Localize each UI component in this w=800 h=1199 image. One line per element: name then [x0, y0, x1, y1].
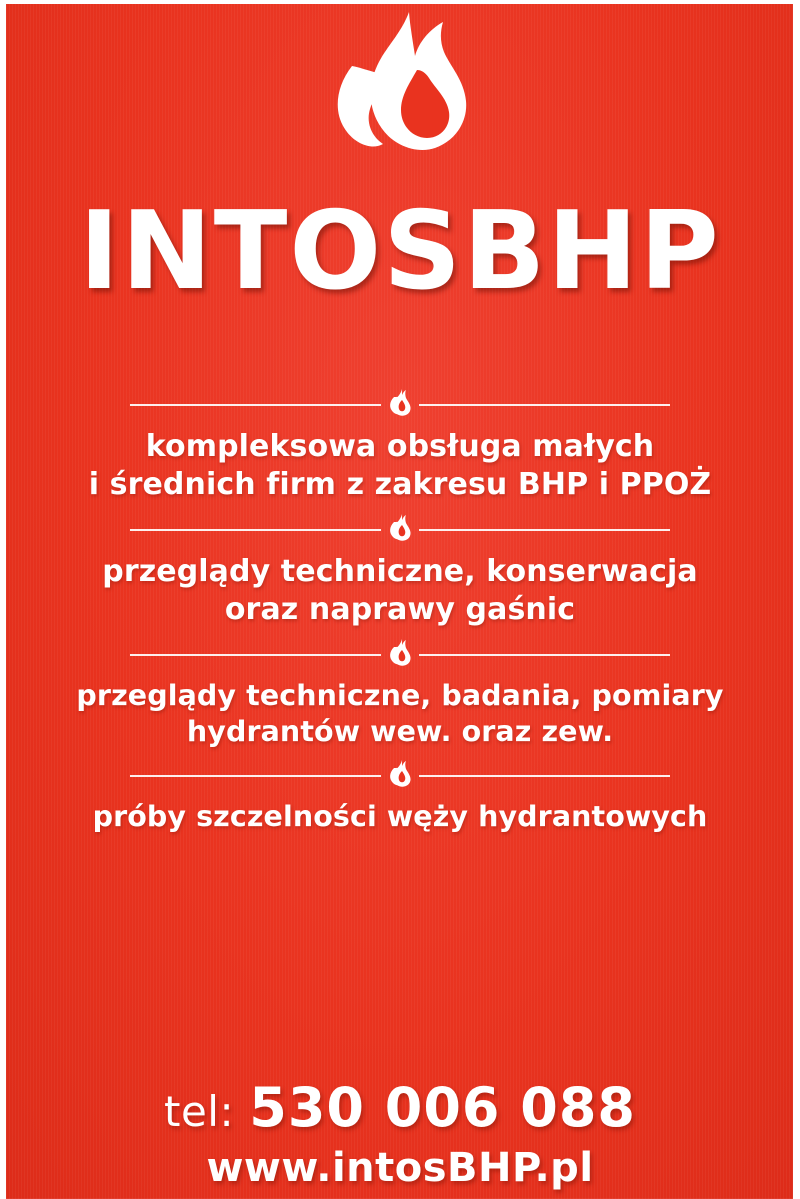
divider-4: [130, 761, 670, 791]
service-line: przeglądy techniczne, konserwacja: [102, 553, 698, 589]
divider-rule-left: [130, 404, 381, 406]
flame-icon: [305, 8, 495, 188]
service-line: i średnich firm z zakresu BHP i PPOŻ: [88, 467, 712, 503]
service-item-4: [0, 791, 800, 845]
divider-3: [130, 640, 670, 670]
service-line: przeglądy techniczne, badania, pomiary: [76, 678, 724, 712]
divider-rule-right: [419, 654, 670, 656]
divider-rule-right: [419, 775, 670, 777]
service-item-1: [0, 420, 800, 515]
divider-1: [130, 390, 670, 420]
divider-rule-right: [419, 404, 670, 406]
service-line: hydrantów wew. oraz zew.: [186, 715, 614, 749]
divider-rule-left: [130, 775, 381, 777]
brand-wordmark: INTOSBHP: [79, 189, 721, 314]
phone-line: [0, 1076, 800, 1140]
divider-rule-left: [130, 529, 381, 531]
flame-icon: [387, 514, 413, 542]
divider-2: [130, 515, 670, 545]
service-item-2: [0, 545, 800, 640]
contact-block: [0, 1076, 800, 1191]
service-line: próby szczelności węży hydrantowych: [92, 799, 708, 833]
service-line: oraz naprawy gaśnic: [224, 592, 576, 628]
page-edge-top: [0, 0, 800, 4]
phone-label: tel:: [163, 1087, 235, 1137]
divider-rule-right: [419, 529, 670, 531]
flame-icon: [387, 389, 413, 417]
service-item-3: [0, 670, 800, 761]
flame-icon: [387, 639, 413, 667]
services-list: [0, 390, 800, 845]
flame-icon: [387, 760, 413, 788]
divider-rule-left: [130, 654, 381, 656]
phone-number[interactable]: 530 006 088: [249, 1076, 637, 1140]
service-line: kompleksowa obsługa małych: [145, 429, 655, 464]
website-link[interactable]: www.intosBHP.pl: [206, 1145, 594, 1191]
